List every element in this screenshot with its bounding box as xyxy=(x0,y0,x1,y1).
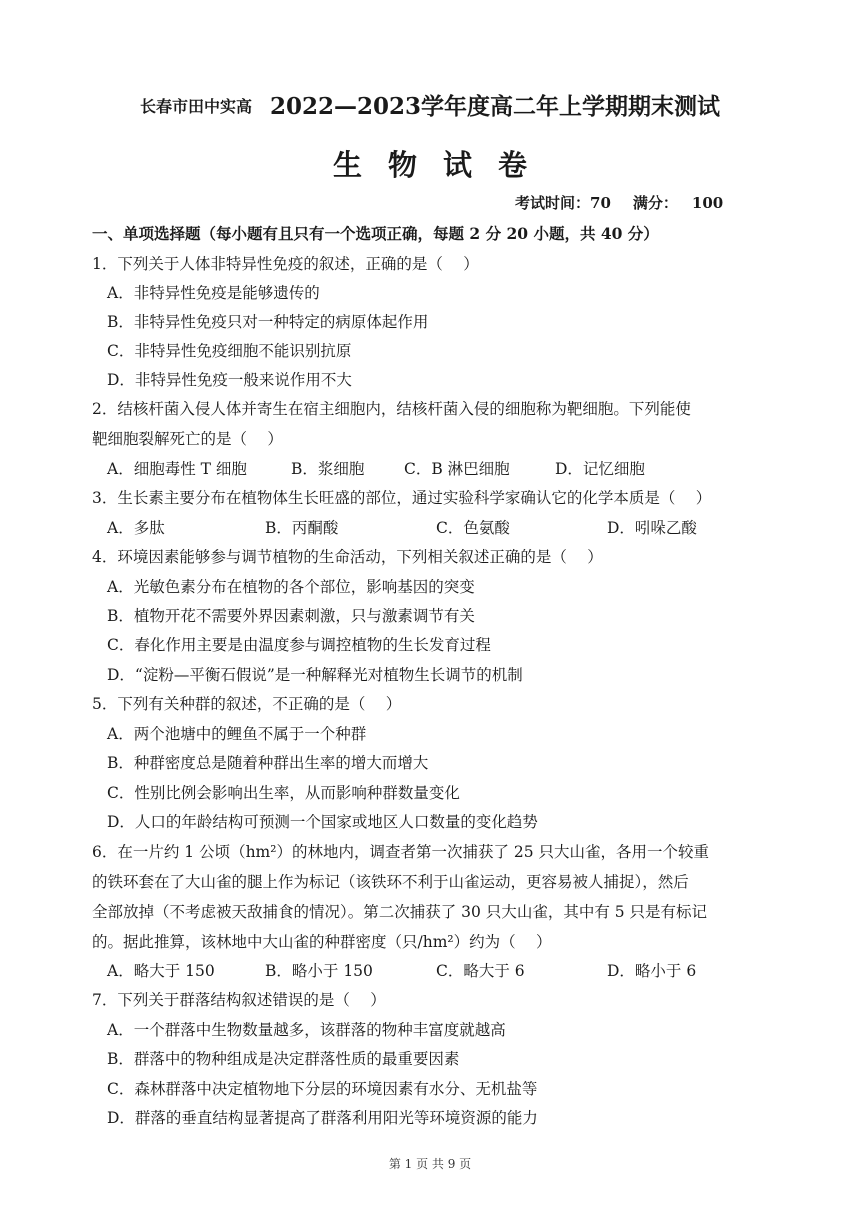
section-title: 一、单项选择题（每小题有且只有一个选项正确，每题 2 分 20 小题，共 40 分） xyxy=(92,224,659,243)
full-score-value: 100 xyxy=(691,194,724,212)
question-1-option-b: B．非特异性免疫只对一种特定的病原体起作用 xyxy=(107,313,429,331)
question-2-option-c: C．B 淋巴细胞 xyxy=(404,460,510,478)
question-7-option-c: C．森林群落中决定植物地下分层的环境因素有水分、无机盐等 xyxy=(107,1080,538,1098)
question-3-option-b: B．丙酮酸 xyxy=(265,519,339,537)
full-score-label: 满分： xyxy=(632,194,678,212)
question-4-option-a: A．光敏色素分布在植物的各个部位，影响基因的突变 xyxy=(107,578,475,596)
school-name: 长春市田中实高 xyxy=(139,97,252,116)
question-7-option-d: D．群落的垂直结构显著提高了群落利用阳光等环境资源的能力 xyxy=(107,1109,538,1127)
question-5-option-d: D．人口的年龄结构可预测一个国家或地区人口数量的变化趋势 xyxy=(107,813,538,831)
question-7-option-b: B．群落中的物种组成是决定群落性质的最重要因素 xyxy=(107,1050,460,1068)
question-1-option-a: A．非特异性免疫是能够遗传的 xyxy=(107,284,320,302)
question-5-option-b: B．种群密度总是随着种群出生率的增大而增大 xyxy=(107,754,429,772)
question-3-option-d: D．吲哚乙酸 xyxy=(607,519,697,537)
question-3-option-c: C．色氨酸 xyxy=(436,519,510,537)
question-6-option-b: B．略小于 150 xyxy=(265,962,373,980)
question-6-stem-line-1: 6．在一片约 1 公顷（hm²）的林地内，调查者第一次捕获了 25 只大山雀，各用一个较重 xyxy=(92,843,710,861)
question-3-option-a: A．多肽 xyxy=(107,519,165,537)
exam-info xyxy=(515,192,723,213)
question-5-stem: 5．下列有关种群的叙述，不正确的是（ ） xyxy=(92,695,402,713)
question-1-option-d: D．非特异性免疫一般来说作用不大 xyxy=(107,371,352,389)
question-7-stem: 7．下列关于群落结构叙述错误的是（ ） xyxy=(92,991,386,1009)
question-2-option-b: B．浆细胞 xyxy=(291,460,365,478)
question-3-stem: 3．生长素主要分布在植物体生长旺盛的部位，通过实验科学家确认它的化学本质是（ ） xyxy=(92,489,712,507)
question-6-stem-line-2: 的铁环套在了大山雀的腿上作为标记（该铁环不利于山雀运动，更容易被人捕捉），然后 xyxy=(92,873,689,891)
question-2-option-a: A．细胞毒性 T 细胞 xyxy=(107,460,247,478)
question-4-option-b: B．植物开花不需要外界因素刺激，只与激素调节有关 xyxy=(107,607,475,625)
question-4-stem: 4．环境因素能够参与调节植物的生命活动，下列相关叙述正确的是（ ） xyxy=(92,548,603,566)
question-4-option-d: D．“淀粉—平衡石假说”是一种解释光对植物生长调节的机制 xyxy=(107,666,523,684)
question-5-option-c: C．性别比例会影响出生率，从而影响种群数量变化 xyxy=(107,784,460,802)
question-5-option-a: A．两个池塘中的鲤鱼不属于一个种群 xyxy=(107,725,367,743)
question-6-stem-line-3: 全部放掉（不考虑被天敌捕食的情况）。第二次捕获了 30 只大山雀，其中有 5 只是有标记 xyxy=(92,903,708,921)
question-2-option-d: D．记忆细胞 xyxy=(555,460,645,478)
question-6-stem-line-4: 的。据此推算，该林地中大山雀的种群密度（只/hm²）约为（ ） xyxy=(92,933,552,951)
exam-time: 考试时间：70 xyxy=(515,194,611,212)
question-2-stem-line-2: 靶细胞裂解死亡的是（ ） xyxy=(92,430,283,448)
question-1-option-c: C．非特异性免疫细胞不能识别抗原 xyxy=(107,342,352,360)
title-row xyxy=(0,88,860,121)
question-2-stem-line-1: 2．结核杆菌入侵人体并寄生在宿主细胞内，结核杆菌入侵的细胞称为靶细胞。下列能使 xyxy=(92,400,691,418)
question-6-option-c: C．略大于 6 xyxy=(436,962,525,980)
question-1-stem: 1．下列关于人体非特异性免疫的叙述，正确的是（ ） xyxy=(92,255,479,273)
subject-title: 生物试卷 xyxy=(332,148,553,182)
question-6-option-d: D．略小于 6 xyxy=(607,962,697,980)
question-6-option-a: A．略大于 150 xyxy=(107,962,215,980)
question-4-option-c: C．春化作用主要是由温度参与调控植物的生长发育过程 xyxy=(107,636,491,654)
question-7-option-a: A．一个群落中生物数量越多，该群落的物种丰富度就越高 xyxy=(107,1021,506,1039)
exam-title: 2022—2023学年度高二年上学期期末测试 xyxy=(269,93,721,120)
page-footer: 第 1 页 共 9 页 xyxy=(388,1157,472,1171)
